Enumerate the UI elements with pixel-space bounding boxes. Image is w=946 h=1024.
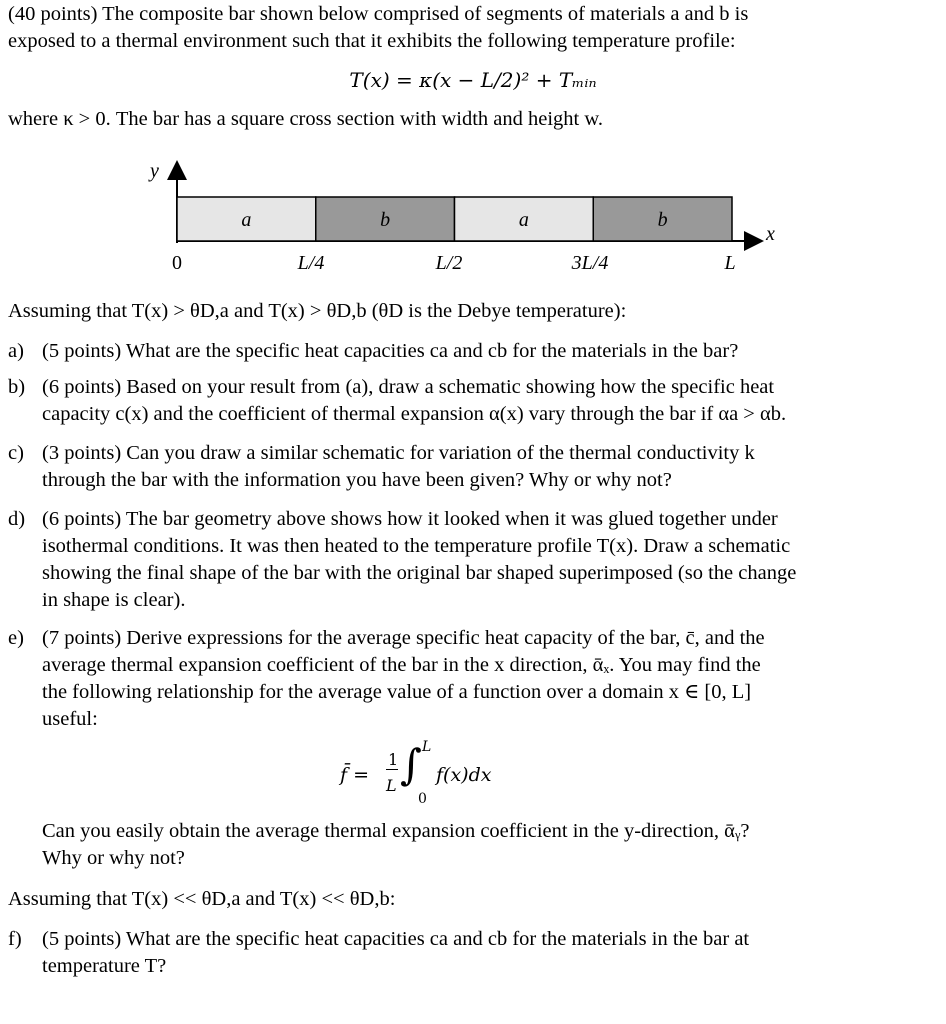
bar-segments: [177, 197, 732, 241]
question-b-line-1: (6 points) Based on your result from (a), draw a schematic showing how the specific heat: [42, 376, 775, 398]
tick-label-5: L: [724, 252, 736, 274]
question-d-line-1: (6 points) The bar geometry above shows how it looked when it was glued together under: [42, 508, 778, 530]
intro-line-1: (40 points) The composite bar shown below comprised of segments of materials a and b is: [8, 3, 749, 25]
question-d-line-4: in shape is clear).: [42, 589, 186, 611]
segment-label-1: a: [241, 209, 252, 231]
question-a-label: a): [8, 340, 24, 362]
integral-lower-limit: 0: [418, 791, 427, 807]
integral-upper-limit: L: [422, 739, 432, 755]
segment-label-2: b: [380, 209, 391, 231]
question-e-follow-line-2: Why or why not?: [42, 847, 185, 869]
question-c-line-1: (3 points) Can you draw a similar schematic for variation of the thermal conductivity k: [42, 442, 755, 464]
question-d-line-3: showing the final shape of the bar with the original bar shaped superimposed (so the change: [42, 562, 797, 584]
question-e-line-4: useful:: [42, 708, 98, 730]
question-c-label: c): [8, 442, 24, 464]
tick-label-1: 0: [172, 252, 182, 274]
tick-label-2: L/4: [297, 252, 325, 274]
question-f-label: f): [8, 928, 22, 950]
question-d-label: d): [8, 508, 26, 530]
tick-labels: [172, 252, 736, 274]
question-c-line-2: through the bar with the information you have been given? Why or why not?: [42, 469, 672, 491]
formula-integrand: f(x)dx: [436, 764, 492, 786]
segment-label-3: a: [518, 209, 529, 231]
question-f-line-2: temperature T?: [42, 955, 167, 977]
question-d-line-2: isothermal conditions. It was then heated to the temperature profile T(x). Draw a schematic: [42, 535, 791, 557]
y-axis-label: y: [150, 160, 159, 182]
integral-sign: ∫: [400, 740, 422, 789]
question-b-line-2: capacity c(x) and the coefficient of thermal expansion α(x) vary through the bar if αa > αb.: [42, 403, 787, 425]
question-a-line-1: (5 points) What are the specific heat capacities ca and cb for the materials in the bar?: [42, 340, 739, 362]
where-line: where κ > 0. The bar has a square cross section with width and height w.: [8, 108, 603, 130]
question-e-follow-line-1: Can you easily obtain the average thermal expansion coefficient in the y-direction, ᾱᵧ?: [42, 820, 750, 842]
tick-label-4: 3L/4: [571, 252, 609, 274]
assumption-high-temp: Assuming that T(x) > θD,a and T(x) > θD,b (θD is the Debye temperature):: [8, 300, 627, 322]
temperature-equation: T(x) = κ(x − L/2)² + Tₘᵢₙ: [349, 68, 597, 92]
composite-bar-diagram: [0, 150, 946, 280]
x-axis-label: x: [766, 223, 775, 245]
segment-label-4: b: [657, 209, 668, 231]
question-e-line-2: average thermal expansion coefficient of the bar in the x direction, ᾱₓ. You may find the: [42, 654, 761, 676]
tick-label-3: L/2: [435, 252, 463, 274]
assumption-low-temp: Assuming that T(x) << θD,a and T(x) << θD,b:: [8, 888, 396, 910]
average-formula: [340, 738, 540, 813]
question-e-label: e): [8, 627, 24, 649]
question-e-line-3: the following relationship for the average value of a function over a domain x ∈ [0, L]: [42, 681, 752, 703]
question-f-line-1: (5 points) What are the specific heat capacities ca and cb for the materials in the bar at: [42, 928, 750, 950]
question-b-label: b): [8, 376, 26, 398]
formula-denominator: L: [386, 776, 397, 795]
question-e-line-1: (7 points) Derive expressions for the average specific heat capacity of the bar, c̄, and the: [42, 627, 765, 649]
formula-lhs: f̄ =: [340, 764, 369, 786]
intro-line-2: exposed to a thermal environment such that it exhibits the following temperature profile:: [8, 30, 736, 52]
formula-numerator: 1: [388, 750, 399, 769]
fraction-bar: [386, 769, 398, 770]
